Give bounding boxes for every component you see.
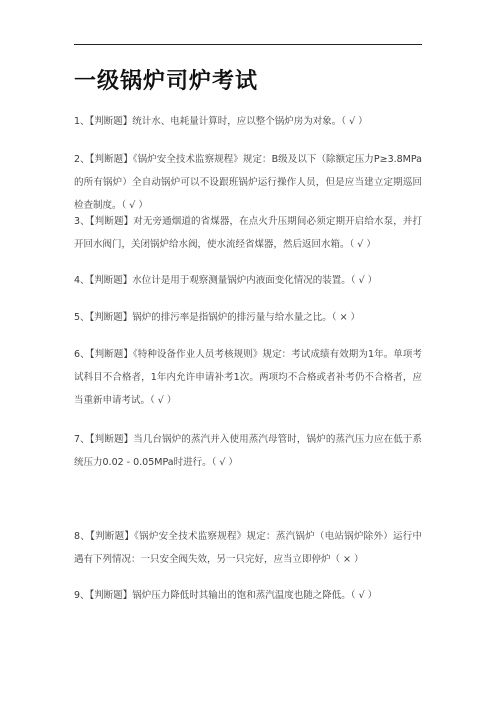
header-rule bbox=[74, 44, 422, 45]
question-6: 6、【判断题】《特种设备作业人员考核规则》规定：考试成绩有效期为1年。单项考试科目不合格者，1年内允许申请补考1次。两项均不合格或者补考仍不合格者，应当重新申请考试。（ √ ） bbox=[74, 349, 422, 406]
document-title: 一级锅炉司炉考试 bbox=[74, 69, 259, 94]
question-2: 2、【判断题】《锅炉安全技术监察规程》规定：B级及以下（除额定压力P≥3.8MPa的所有锅炉）全自动锅炉可以不设跟班锅炉运行操作人员，但是应当建立定期巡回检查制度。（ √ ） bbox=[74, 154, 422, 211]
question-5: 5、【判断题】锅炉的排污率是指锅炉的排污量与给水量之比。（ × ） bbox=[74, 312, 361, 323]
question-8: 8、【判断题】《锅炉安全技术监察规程》规定：蒸汽锅炉（电站锅炉除外）运行中遇有下列情况：一只安全阀失效，另一只完好，应当立即停炉（ × ） bbox=[74, 531, 422, 565]
question-4: 4、【判断题】水位计是用于观察测量锅炉内液面变化情况的装置。（ √ ） bbox=[74, 275, 378, 286]
question-9: 9、【判断题】锅炉压力降低时其输出的饱和蒸汽温度也随之降低。（ √ ） bbox=[74, 590, 378, 601]
question-3: 3、【判断题】对无旁通烟道的省煤器，在点火升压期间必须定期开启给水泵，并打开回水阀门，关闭锅炉给水阀，使水流经省煤器，然后返回水箱。（ √ ） bbox=[74, 216, 422, 250]
question-1: 1、【判断题】统计水、电耗量计算时，应以整个锅炉房为对象。（ √ ） bbox=[74, 116, 368, 127]
question-7: 7、【判断题】当几台锅炉的蒸汽并入使用蒸汽母管时，锅炉的蒸汽压力应在低于系统压力0.02 - 0.05MPa时进行。（ √ ） bbox=[74, 434, 422, 468]
